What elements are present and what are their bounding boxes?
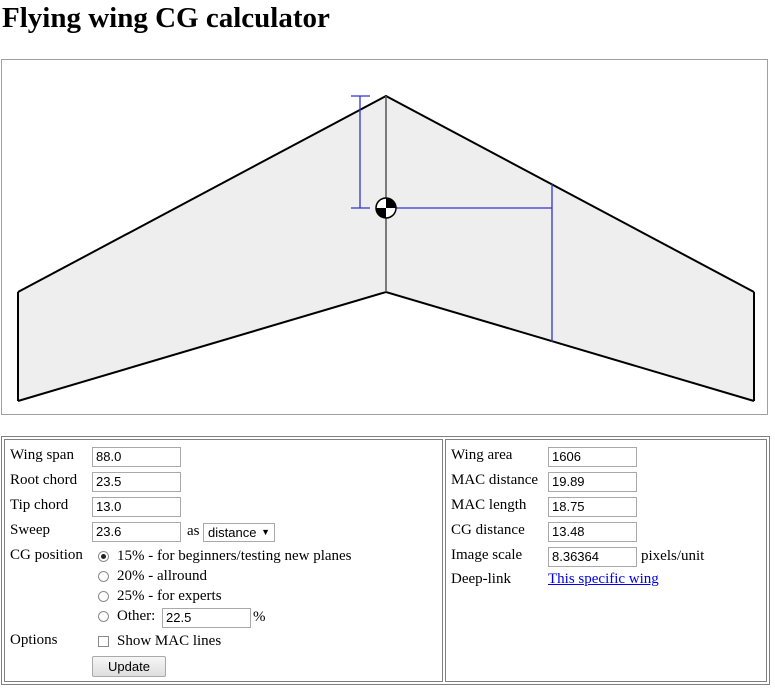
deep-link-label: Deep-link — [451, 571, 511, 587]
cg-distance-label: CG distance — [451, 522, 525, 538]
chevron-down-icon: ▼ — [261, 527, 270, 537]
tip-chord-input[interactable]: 13.0 — [92, 497, 181, 517]
cg-option-20-radio[interactable] — [98, 571, 109, 582]
right-wing-panel — [386, 96, 754, 401]
cg-other-unit: % — [253, 609, 266, 625]
cg-other-input[interactable]: 22.5 — [162, 608, 251, 628]
calculator-panels — [1, 436, 770, 685]
results-panel — [445, 439, 767, 682]
mac-length-label: MAC length — [451, 497, 527, 513]
image-scale-label: Image scale — [451, 547, 523, 563]
cg-option-15-label: 15% - for beginners/testing new planes — [117, 548, 352, 564]
cg-option-25-label: 25% - for experts — [117, 588, 222, 604]
cg-position-label: CG position — [10, 547, 83, 563]
cg-option-other-radio[interactable] — [98, 611, 109, 622]
mac-distance-output[interactable]: 19.89 — [548, 472, 637, 492]
image-scale-unit: pixels/unit — [641, 548, 705, 564]
cg-option-25-radio[interactable] — [98, 591, 109, 602]
cg-option-20-label: 20% - allround — [117, 568, 207, 584]
sweep-as-label: as — [187, 523, 200, 539]
update-button[interactable]: Update — [92, 656, 166, 677]
mac-length-output[interactable]: 18.75 — [548, 497, 637, 517]
page-title: Flying wing CG calculator — [2, 2, 330, 34]
wing-area-output[interactable]: 1606 — [548, 447, 637, 467]
cg-marker-icon — [376, 198, 396, 218]
sweep-input[interactable]: 23.6 — [92, 522, 181, 542]
deep-link[interactable]: This specific wing — [548, 571, 659, 587]
wing-area-label: Wing area — [451, 447, 513, 463]
cg-option-15-radio[interactable] — [98, 551, 109, 562]
sweep-mode-value: distance — [208, 525, 257, 540]
root-chord-input[interactable]: 23.5 — [92, 472, 181, 492]
show-mac-lines-checkbox[interactable] — [98, 636, 109, 647]
tip-chord-label: Tip chord — [10, 497, 69, 513]
options-label: Options — [10, 632, 58, 648]
wing-span-label: Wing span — [10, 447, 74, 463]
show-mac-lines-label: Show MAC lines — [117, 633, 222, 649]
cg-distance-output[interactable]: 13.48 — [548, 522, 637, 542]
wing-svg — [2, 60, 769, 416]
left-wing-panel — [18, 96, 386, 401]
sweep-mode-select[interactable] — [203, 523, 275, 542]
wing-diagram — [1, 59, 768, 415]
image-scale-output[interactable]: 8.36364 — [548, 547, 637, 567]
sweep-label: Sweep — [10, 522, 50, 538]
root-chord-label: Root chord — [10, 472, 78, 488]
cg-option-other-label: Other: — [117, 608, 156, 624]
mac-distance-label: MAC distance — [451, 472, 539, 488]
input-panel — [4, 439, 443, 682]
wing-span-input[interactable]: 88.0 — [92, 447, 181, 467]
